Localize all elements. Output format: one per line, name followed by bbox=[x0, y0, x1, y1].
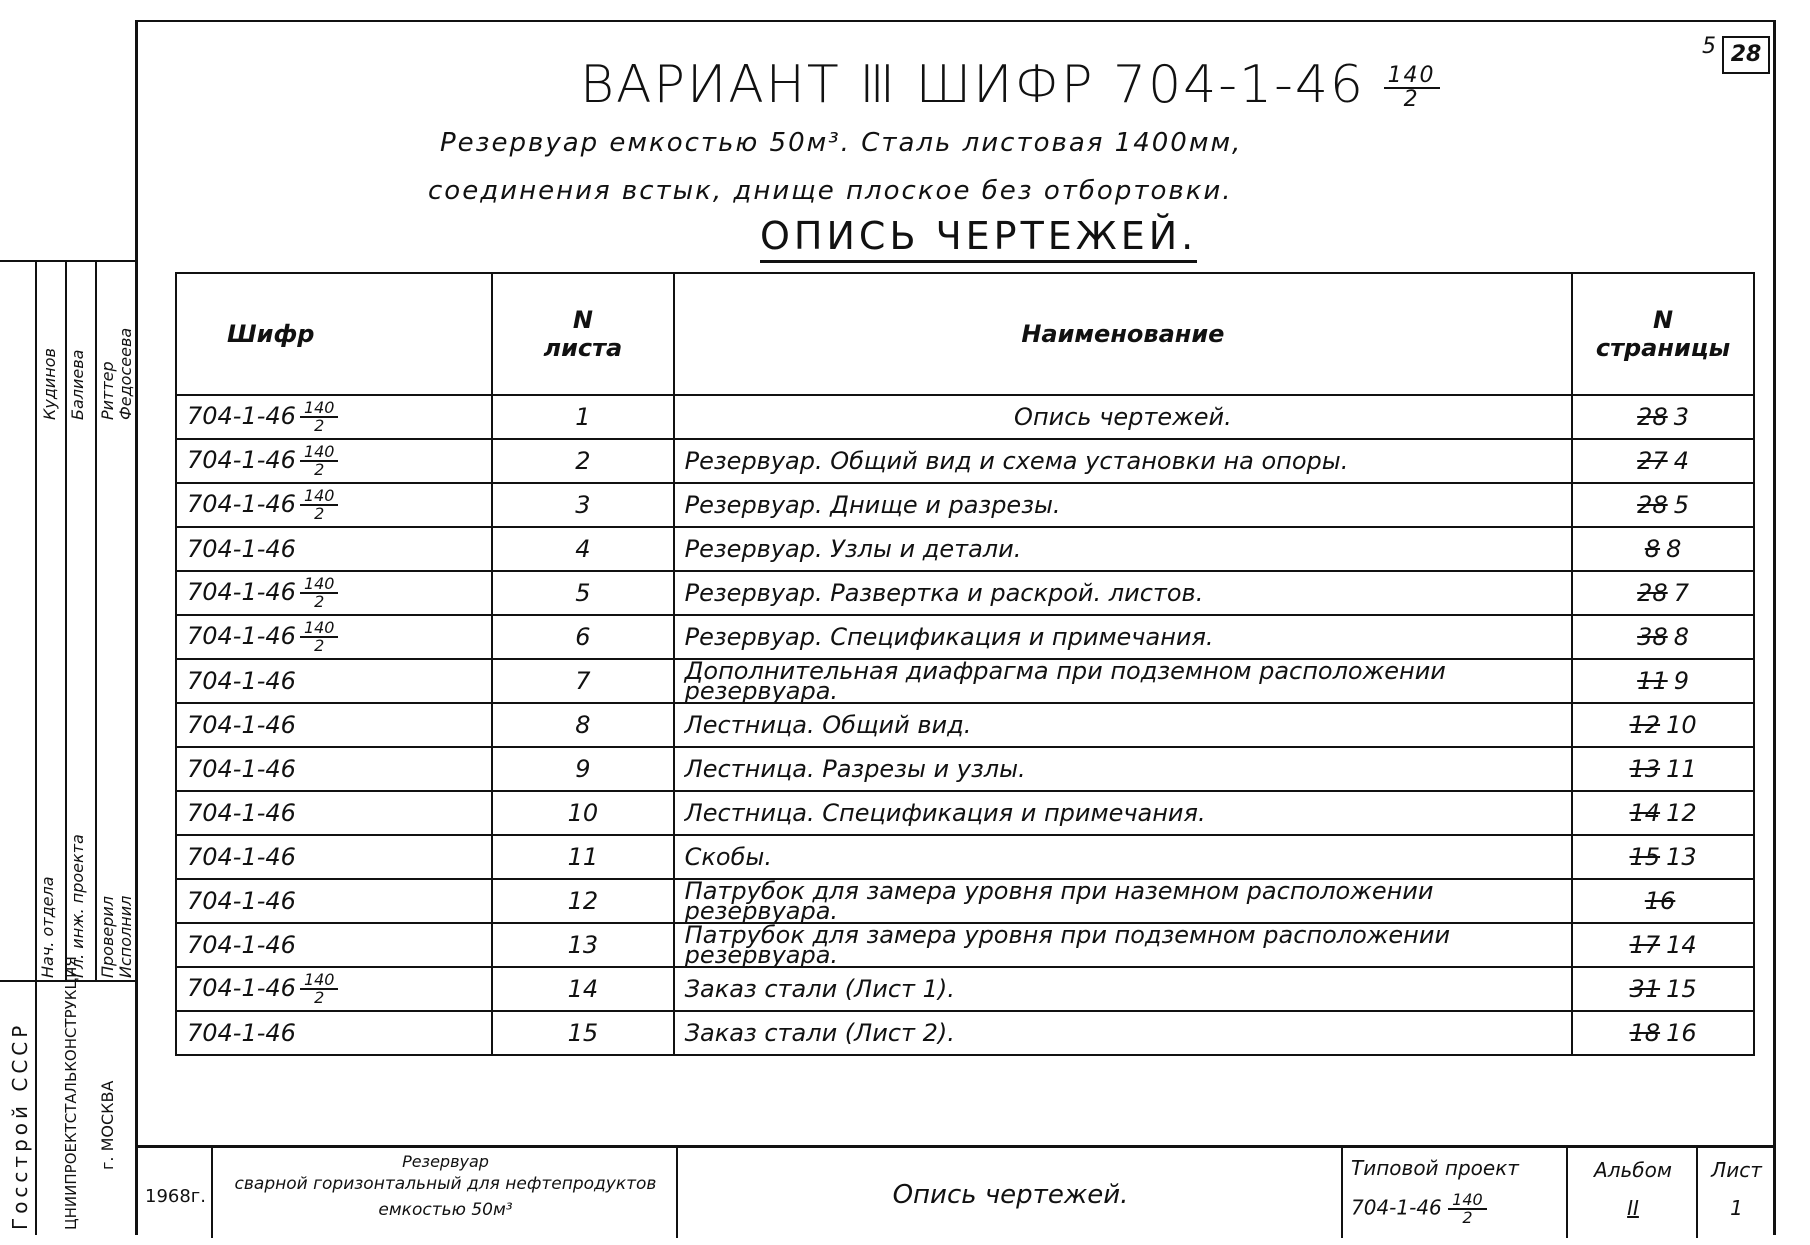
row-name: Резервуар. Спецификация и примечания. bbox=[674, 615, 1572, 659]
tb-sheet-value: 1 bbox=[1730, 1196, 1743, 1220]
row-page-no bbox=[1572, 835, 1754, 879]
table-row bbox=[176, 967, 1754, 1011]
row-page-value: 9 bbox=[1673, 667, 1689, 695]
fraction-numerator: 140 bbox=[1384, 65, 1440, 89]
row-page-value: 14 bbox=[1666, 931, 1697, 959]
tb-drawing-name: Опись чертежей. bbox=[892, 1180, 1129, 1210]
title-block bbox=[135, 1145, 1775, 1238]
frame-left-line bbox=[135, 20, 138, 1235]
row-page-no bbox=[1572, 747, 1754, 791]
row-code bbox=[176, 703, 492, 747]
row-code-fraction bbox=[300, 488, 339, 522]
title-text: ВАРИАНТ Ⅲ ШИФР 704-1-46 bbox=[580, 55, 1366, 115]
tb-sheet-label: Лист bbox=[1711, 1158, 1762, 1182]
row-code-fraction bbox=[300, 620, 339, 654]
row-sheet-no: 14 bbox=[492, 967, 674, 1011]
tb-project-cell bbox=[1343, 1148, 1568, 1238]
row-code-text: 704-1-46 bbox=[187, 578, 296, 606]
row-name: Лестница. Общий вид. bbox=[674, 703, 1572, 747]
table-row bbox=[176, 659, 1754, 703]
frame-right-line bbox=[1773, 20, 1776, 1235]
row-code-fraction bbox=[300, 444, 339, 478]
row-code-text: 704-1-46 bbox=[187, 535, 296, 563]
row-code-fraction bbox=[300, 972, 339, 1006]
row-page-value: 8 bbox=[1666, 535, 1682, 563]
row-page-no bbox=[1572, 527, 1754, 571]
header-sheet-no: N листа bbox=[492, 273, 674, 395]
row-code-text: 704-1-46 bbox=[187, 931, 296, 959]
tb-project-label: Типовой проект bbox=[1351, 1156, 1519, 1180]
sheet-number-box: 28 bbox=[1722, 36, 1770, 74]
fraction-numerator: 140 bbox=[300, 576, 339, 594]
fraction-denominator: 2 bbox=[314, 416, 325, 435]
fraction-denominator: 2 bbox=[314, 592, 325, 611]
fraction-numerator: 140 bbox=[300, 488, 339, 506]
row-page-value: 15 bbox=[1666, 975, 1697, 1003]
tb-object-line1: Резервуар bbox=[402, 1152, 489, 1171]
row-page-struck: 16 bbox=[1644, 887, 1676, 915]
header-name: Наименование bbox=[674, 273, 1572, 395]
strip-divider bbox=[95, 260, 97, 980]
table-row bbox=[176, 615, 1754, 659]
tb-object-cell bbox=[213, 1148, 678, 1238]
tb-album-cell bbox=[1568, 1148, 1698, 1238]
row-code-fraction bbox=[300, 576, 339, 610]
strip-divider bbox=[35, 260, 37, 1235]
table-row bbox=[176, 747, 1754, 791]
subtitle-line-1: Резервуар емкостью 50м³. Сталь листовая 1400мм, bbox=[440, 128, 1243, 158]
role-executed: Исполнил bbox=[116, 895, 135, 978]
corner-mark: 5 bbox=[1702, 34, 1716, 59]
row-sheet-no: 13 bbox=[492, 923, 674, 967]
row-name: Заказ стали (Лист 1). bbox=[674, 967, 1572, 1011]
section-heading: ОПИСЬ ЧЕРТЕЖЕЙ. bbox=[760, 214, 1197, 263]
row-page-no bbox=[1572, 483, 1754, 527]
row-page-no bbox=[1572, 923, 1754, 967]
tb-sheet-cell bbox=[1698, 1148, 1775, 1238]
header-page-no: N страницы bbox=[1572, 273, 1754, 395]
strip-divider bbox=[65, 260, 67, 980]
row-code-text: 704-1-46 bbox=[187, 974, 296, 1002]
fraction-numerator: 140 bbox=[300, 972, 339, 990]
row-name: Резервуар. Днище и разрезы. bbox=[674, 483, 1572, 527]
row-name: Скобы. bbox=[674, 835, 1572, 879]
row-page-value: 3 bbox=[1673, 403, 1689, 431]
fraction-denominator: 2 bbox=[314, 636, 325, 655]
row-name: Опись чертежей. bbox=[674, 395, 1572, 439]
row-code bbox=[176, 659, 492, 703]
row-page-struck: 8 bbox=[1644, 535, 1661, 563]
row-page-struck: 27 bbox=[1637, 447, 1668, 475]
table-row bbox=[176, 923, 1754, 967]
tb-project-code bbox=[1351, 1192, 1487, 1226]
row-code-text: 704-1-46 bbox=[187, 1019, 296, 1047]
row-page-no bbox=[1572, 879, 1754, 923]
row-page-value: 12 bbox=[1666, 799, 1697, 827]
row-page-value: 16 bbox=[1666, 1019, 1697, 1047]
row-name: Резервуар. Узлы и детали. bbox=[674, 527, 1572, 571]
fraction-denominator: 2 bbox=[1462, 1208, 1473, 1227]
table-row bbox=[176, 571, 1754, 615]
name-fedoseeva: Федосеева bbox=[116, 327, 135, 420]
row-name: Дополнительная диафрагма при подземном расположении резервуара. bbox=[674, 659, 1572, 703]
row-sheet-no: 3 bbox=[492, 483, 674, 527]
row-page-value: 13 bbox=[1666, 843, 1697, 871]
org-institute: ЦНИИПРОЕКТСТАЛЬКОНСТРУКЦИЯ bbox=[62, 956, 80, 1230]
fraction-denominator: 2 bbox=[1403, 87, 1420, 112]
row-code-text: 704-1-46 bbox=[187, 402, 296, 430]
row-page-struck: 15 bbox=[1629, 843, 1661, 871]
row-page-value: 5 bbox=[1673, 491, 1689, 519]
row-name: Резервуар. Общий вид и схема установки на опоры. bbox=[674, 439, 1572, 483]
row-code bbox=[176, 483, 492, 527]
title-fraction bbox=[1384, 65, 1440, 111]
tb-object-line2: сварной горизонтальный для нефтепродуктов bbox=[234, 1174, 657, 1194]
table-row bbox=[176, 395, 1754, 439]
org-city: г. МОСКВА bbox=[98, 1080, 117, 1170]
side-strip bbox=[0, 20, 135, 1235]
row-code bbox=[176, 835, 492, 879]
role-checked: Проверил bbox=[98, 895, 117, 978]
name-kudinov: Кудинов bbox=[40, 348, 59, 420]
table-row bbox=[176, 527, 1754, 571]
row-name: Лестница. Спецификация и примечания. bbox=[674, 791, 1572, 835]
tb-object-line3: емкостью 50м³ bbox=[378, 1200, 513, 1220]
row-sheet-no: 12 bbox=[492, 879, 674, 923]
subtitle-line-2: соединения встык, днище плоское без отбортовки. bbox=[428, 176, 1233, 206]
table-header-row bbox=[176, 273, 1754, 395]
fraction-denominator: 2 bbox=[314, 504, 325, 523]
row-page-struck: 38 bbox=[1637, 623, 1668, 651]
tb-album-label: Альбом bbox=[1594, 1158, 1672, 1182]
role-chief-engineer: Гл. инж. проекта bbox=[68, 834, 87, 978]
row-code-text: 704-1-46 bbox=[187, 490, 296, 518]
row-page-struck: 31 bbox=[1629, 975, 1661, 1003]
row-code bbox=[176, 439, 492, 483]
row-page-struck: 14 bbox=[1629, 799, 1661, 827]
row-sheet-no: 7 bbox=[492, 659, 674, 703]
table-row bbox=[176, 439, 1754, 483]
table-row bbox=[176, 835, 1754, 879]
table-row bbox=[176, 791, 1754, 835]
row-code bbox=[176, 791, 492, 835]
row-page-struck: 11 bbox=[1637, 667, 1668, 695]
header-code: Шифр bbox=[176, 273, 492, 395]
row-page-no bbox=[1572, 1011, 1754, 1055]
row-page-value: 8 bbox=[1673, 623, 1689, 651]
tb-drawing-cell bbox=[678, 1148, 1343, 1238]
row-sheet-no: 5 bbox=[492, 571, 674, 615]
row-code bbox=[176, 615, 492, 659]
row-page-struck: 28 bbox=[1637, 403, 1668, 431]
row-code bbox=[176, 1011, 492, 1055]
row-code-text: 704-1-46 bbox=[187, 887, 296, 915]
table-body bbox=[176, 395, 1754, 1055]
row-page-no bbox=[1572, 703, 1754, 747]
row-page-no bbox=[1572, 395, 1754, 439]
row-page-no bbox=[1572, 967, 1754, 1011]
row-sheet-no: 10 bbox=[492, 791, 674, 835]
strip-divider bbox=[0, 260, 135, 262]
fraction-numerator: 140 bbox=[1448, 1192, 1487, 1210]
fraction-numerator: 140 bbox=[300, 444, 339, 462]
page-title bbox=[580, 55, 1440, 115]
row-code-text: 704-1-46 bbox=[187, 799, 296, 827]
tb-project-code-text: 704-1-46 bbox=[1351, 1195, 1442, 1220]
tb-project-fraction bbox=[1448, 1192, 1487, 1226]
row-code bbox=[176, 527, 492, 571]
table-row bbox=[176, 483, 1754, 527]
table-row bbox=[176, 703, 1754, 747]
tb-album-value: II bbox=[1627, 1196, 1639, 1220]
fraction-numerator: 140 bbox=[300, 400, 339, 418]
row-page-no bbox=[1572, 791, 1754, 835]
fraction-numerator: 140 bbox=[300, 620, 339, 638]
row-code-text: 704-1-46 bbox=[187, 843, 296, 871]
row-page-struck: 28 bbox=[1637, 491, 1668, 519]
table-row bbox=[176, 879, 1754, 923]
row-code-fraction bbox=[300, 400, 339, 434]
org-gosstroy: Госстрой СССР bbox=[8, 1021, 32, 1230]
row-page-value: 10 bbox=[1666, 711, 1697, 739]
row-page-value: 7 bbox=[1673, 579, 1689, 607]
row-page-no bbox=[1572, 571, 1754, 615]
row-page-struck: 12 bbox=[1629, 711, 1661, 739]
row-page-no bbox=[1572, 659, 1754, 703]
row-page-no bbox=[1572, 439, 1754, 483]
row-page-struck: 28 bbox=[1637, 579, 1668, 607]
row-code bbox=[176, 967, 492, 1011]
fraction-denominator: 2 bbox=[314, 988, 325, 1007]
row-code bbox=[176, 747, 492, 791]
row-code bbox=[176, 571, 492, 615]
row-code-text: 704-1-46 bbox=[187, 667, 296, 695]
row-code bbox=[176, 923, 492, 967]
row-name: Лестница. Разрезы и узлы. bbox=[674, 747, 1572, 791]
row-code-text: 704-1-46 bbox=[187, 446, 296, 474]
row-page-value: 11 bbox=[1666, 755, 1697, 783]
row-sheet-no: 9 bbox=[492, 747, 674, 791]
row-sheet-no: 8 bbox=[492, 703, 674, 747]
row-name: Резервуар. Развертка и раскрой. листов. bbox=[674, 571, 1572, 615]
row-code-text: 704-1-46 bbox=[187, 755, 296, 783]
row-code-text: 704-1-46 bbox=[187, 711, 296, 739]
tb-year: 1968г. bbox=[145, 1186, 206, 1207]
tb-year-cell bbox=[135, 1148, 213, 1238]
fraction-denominator: 2 bbox=[314, 460, 325, 479]
row-page-struck: 13 bbox=[1629, 755, 1661, 783]
row-sheet-no: 11 bbox=[492, 835, 674, 879]
role-head-of-dept: Нач. отдела bbox=[38, 876, 57, 978]
name-ritter: Риттер bbox=[98, 361, 117, 420]
table-row bbox=[176, 1011, 1754, 1055]
name-balieva: Балиева bbox=[68, 349, 87, 420]
row-name: Патрубок для замера уровня при подземном расположении резервуара. bbox=[674, 923, 1572, 967]
drawings-table bbox=[175, 272, 1755, 1056]
row-sheet-no: 4 bbox=[492, 527, 674, 571]
row-name: Патрубок для замера уровня при наземном расположении резервуара. bbox=[674, 879, 1572, 923]
row-code bbox=[176, 879, 492, 923]
row-page-struck: 18 bbox=[1629, 1019, 1661, 1047]
row-page-no bbox=[1572, 615, 1754, 659]
frame-top-line bbox=[135, 20, 1775, 22]
row-page-value: 4 bbox=[1673, 447, 1689, 475]
row-page-struck: 17 bbox=[1629, 931, 1661, 959]
row-sheet-no: 1 bbox=[492, 395, 674, 439]
row-sheet-no: 2 bbox=[492, 439, 674, 483]
row-code-text: 704-1-46 bbox=[187, 622, 296, 650]
row-code bbox=[176, 395, 492, 439]
row-name: Заказ стали (Лист 2). bbox=[674, 1011, 1572, 1055]
row-sheet-no: 6 bbox=[492, 615, 674, 659]
row-sheet-no: 15 bbox=[492, 1011, 674, 1055]
